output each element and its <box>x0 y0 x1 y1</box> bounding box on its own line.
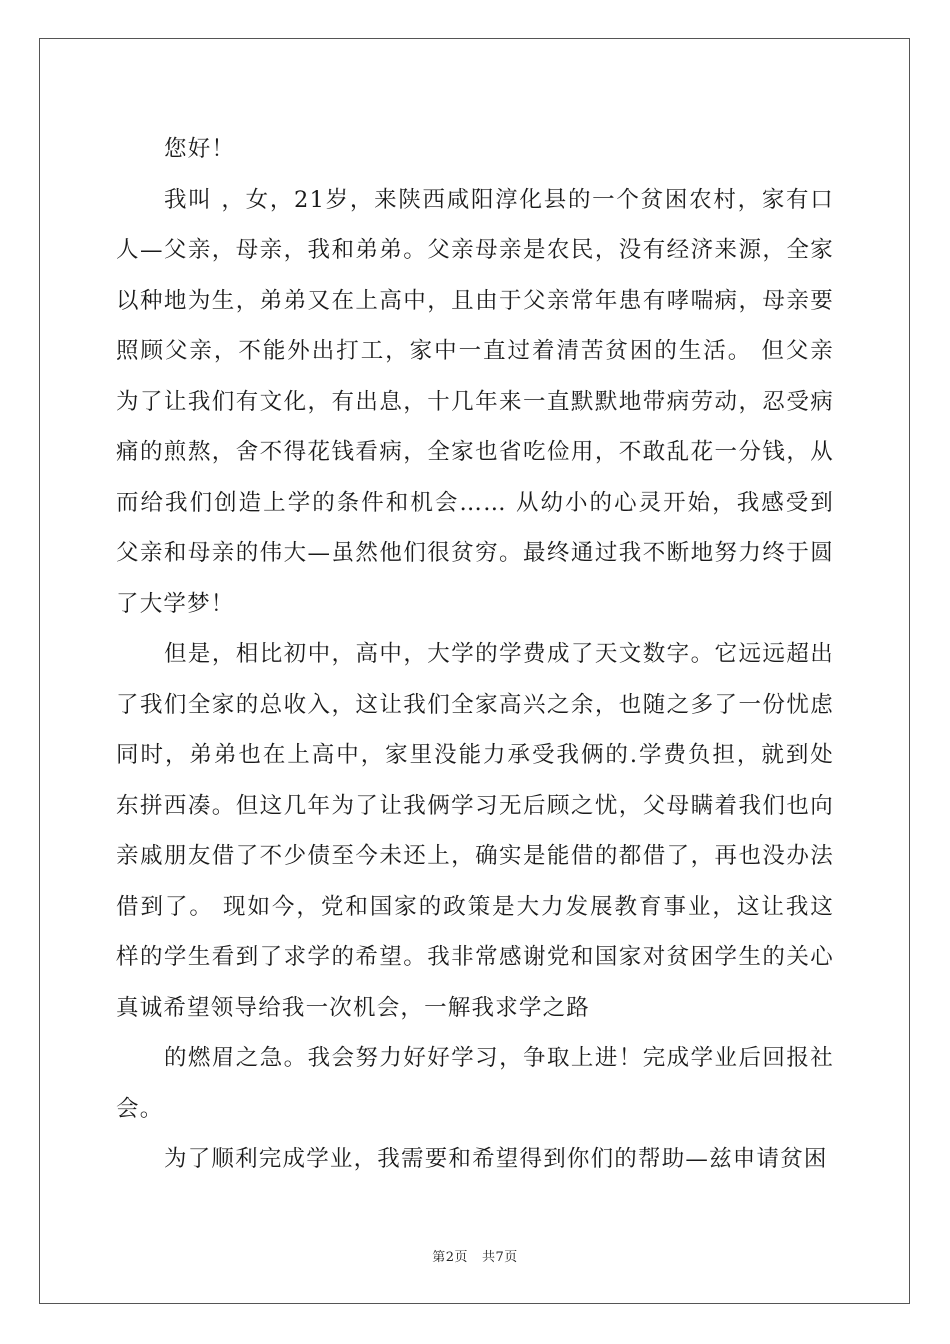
application-paragraph: 为了顺利完成学业，我需要和希望得到你们的帮助—兹申请贫困 <box>164 1146 828 1172</box>
family-background-paragraph: 我叫 ，女，21岁，来陕西咸阳淳化县的一个贫困农村，家有口人—父亲，母亲，我和弟弟。父亲母亲是农民，没有经济来源，全家以种地为生，弟弟又在上高中，且由于父亲常年患有哮喘病，母亲要照顾父亲，不能外出打工，家中一直过着清苦贫困的生活。 但父亲为了让我们有文化，有出息，十几年来一直默默地带病劳动，忍受病痛的煎熬，舍不得花钱看病，全家也省吃俭用，不敢乱花一分钱，从而给我们创造上学的条件和机会…… 从幼小的心灵开始，我感受到父亲和母亲的伟大—虽然他们很贫穷。最终通过我不断地努力终于圆了大学梦！ <box>116 186 834 617</box>
document-body <box>116 124 834 1185</box>
tuition-difficulty-paragraph: 但是，相比初中，高中，大学的学费成了天文数字。它远远超出了我们全家的总收入，这让我们全家高兴之余，也随之多了一份忧虑同时，弟弟也在上高中，家里没能力承受我俩的.学费负担，就到处东拼西凑。但这几年为了让我俩学习无后顾之忧，父母瞒着我们也向亲戚朋友借了不少债至今未还上，确实是能借的都借了，再也没办法借到了。 现如今，党和国家的政策是大力发展教育事业，这让我这样的学生看到了求学的希望。我非常感谢党和国家对贫困学生的关心真诚希望领导给我一次机会，一解我求学之路 <box>116 641 834 1021</box>
page-number: 第2页 <box>432 1250 469 1265</box>
greeting-paragraph: 您好！ <box>164 136 236 162</box>
commitment-paragraph: 的燃眉之急。我会努力好好学习，争取上进！完成学业后回报社会。 <box>116 1045 834 1122</box>
page-footer <box>0 1246 950 1265</box>
page-total: 共7页 <box>481 1250 518 1265</box>
